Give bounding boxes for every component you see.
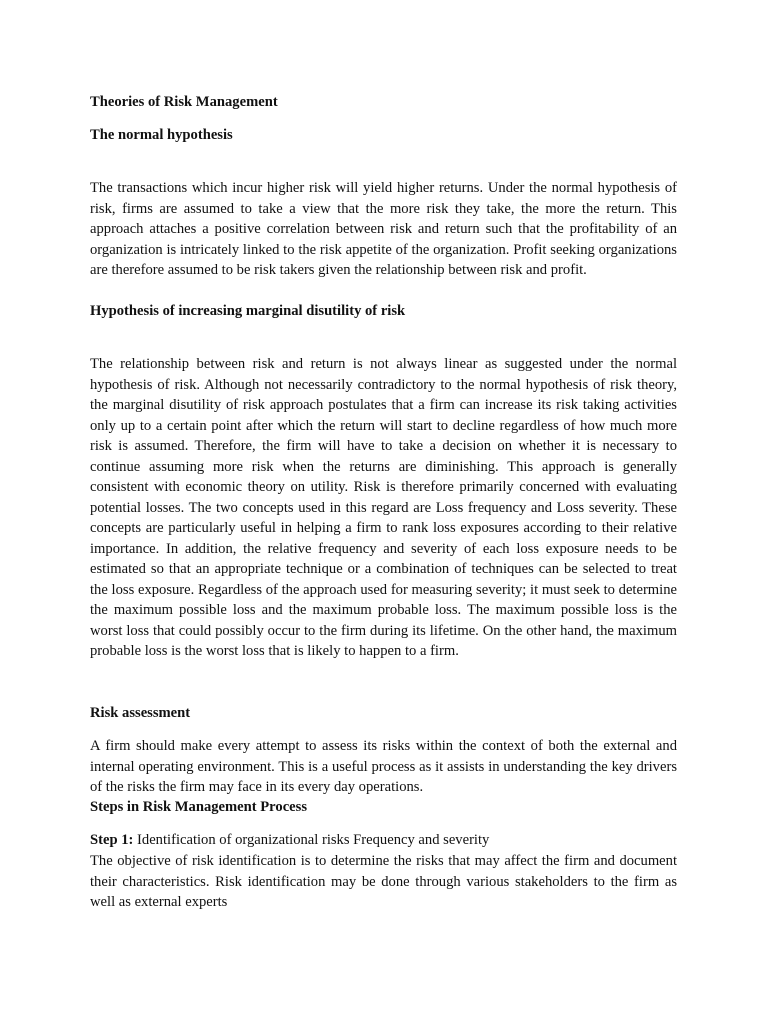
step-1-label: Step 1: [90, 832, 134, 848]
section-heading-normal-hypothesis: The normal hypothesis [90, 127, 233, 143]
document-title: Theories of Risk Management [90, 94, 278, 110]
step-1-paragraph: The objective of risk identification is to determine the risks that may affect the firm and document their characteristics. Risk identification may be done through various stakeholders to the firm as well as external experts [90, 853, 677, 910]
section-heading-steps: Steps in Risk Management Process [90, 799, 308, 815]
step-1-title: Identification of organizational risks Frequency and severity [133, 832, 490, 848]
document-page [90, 0, 677, 1024]
section-paragraph-risk-assessment: A firm should make every attempt to assess its risks within the context of both the external and internal operating environment. This is a useful process as it assists in understanding the key drivers of the risks the firm may face in its every day operations. [90, 738, 677, 795]
section-heading-marginal-disutility: Hypothesis of increasing marginal disutility of risk [90, 303, 406, 319]
section-paragraph-normal-hypothesis: The transactions which incur higher risk will yield higher returns. Under the normal hypothesis of risk, firms are assumed to take a view that the more risk they take, the more the return. This approach attaches a positive correlation between risk and return such that the profitability of an organization is intricately linked to the risk appetite of the organization. Profit seeking organizations are therefore assumed to be risk takers given the relationship between risk and profit. [90, 180, 677, 278]
step-1-line [90, 830, 677, 851]
section-heading-risk-assessment: Risk assessment [90, 705, 191, 721]
section-paragraph-marginal-disutility: The relationship between risk and return is not always linear as suggested under the normal hypothesis of risk. Although not necessarily contradictory to the normal hypothesis of risk theory, the marginal disutility of risk approach postulates that a firm can increase its risk taking activities only up to a certain point after which the return will start to decline regardless of how much more risk is assumed. Therefore, the firm will have to take a decision on whether it is necessary to continue assuming more risk when the returns are diminishing. This approach is generally consistent with economic theory on utility. Risk is therefore primarily concerned with evaluating potential losses. The two concepts used in this regard are Loss frequency and Loss severity. These concepts are particularly useful in helping a firm to rank loss exposures according to their relative importance. In addition, the relative frequency and severity of each loss exposure needs to be estimated so that an appropriate technique or a combination of techniques can be selected to treat the loss exposure. Regardless of the approach used for measuring severity; it must seek to determine the maximum possible loss and the maximum probable loss. The maximum possible loss is the worst loss that could possibly occur to the firm during its lifetime. On the other hand, the maximum probable loss is the worst loss that is likely to happen to a firm. [90, 356, 677, 659]
